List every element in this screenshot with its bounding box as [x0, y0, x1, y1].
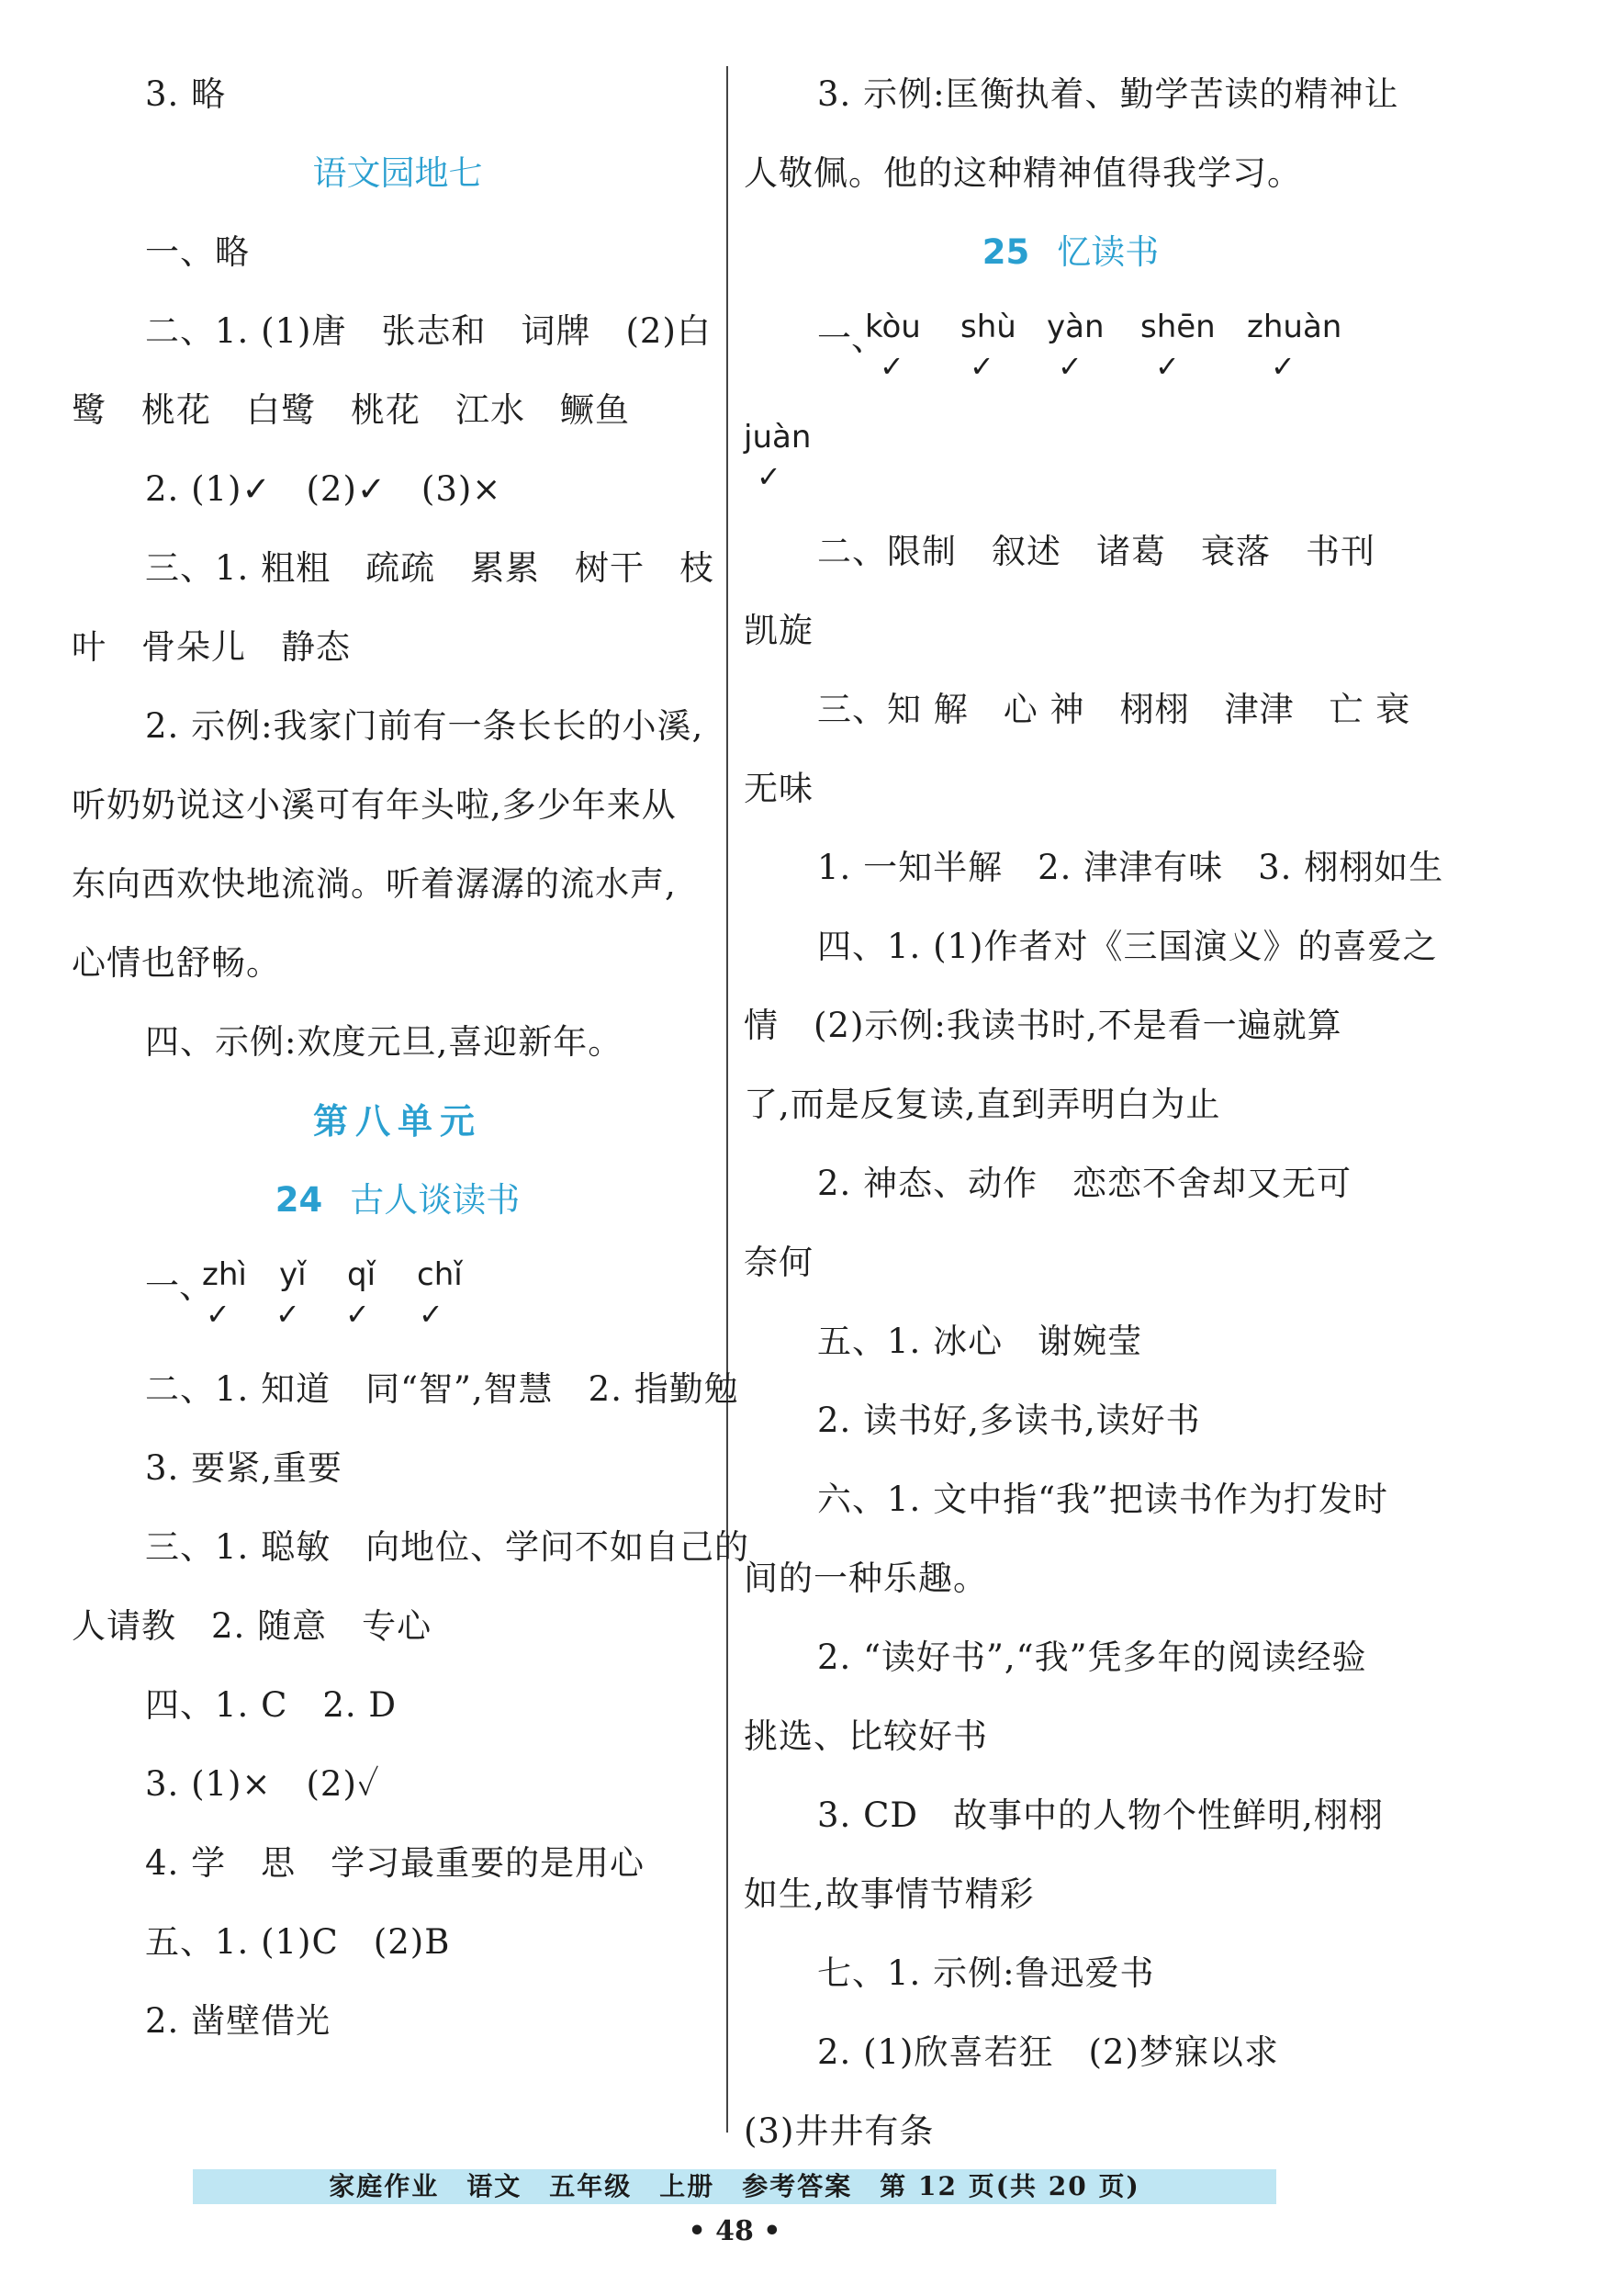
unit-heading: 第八单元 [312, 1101, 482, 1142]
answer-line: 奈何 [744, 1243, 814, 1282]
answer-line: 3. 示例:匡衡执着、勤学苦读的精神让 [817, 74, 1399, 114]
answer-line: 心情也舒畅。 [72, 943, 281, 983]
answer-line: 三、1. 粗粗 疏疏 累累 树干 枝 [145, 548, 715, 588]
check-mark-icon: ✓ [1155, 349, 1180, 384]
answer-line: 人敬佩。他的这种精神值得我学习。 [744, 153, 1302, 193]
answer-line: 间的一种乐趣。 [744, 1559, 988, 1598]
pinyin: qǐ [347, 1256, 376, 1293]
item-lead: 一、 [145, 1266, 213, 1306]
item-lead: 一、 [817, 319, 885, 358]
answer-line: 五、1. (1)C (2)B [145, 1922, 451, 1962]
lesson-number: 24 [275, 1180, 323, 1220]
answer-line: 2. 读书好,多读书,读好书 [817, 1401, 1201, 1440]
answer-line: 七、1. 示例:鲁迅爱书 [817, 1953, 1155, 1993]
answer-line: 叶 骨朵儿 静态 [72, 627, 351, 667]
pinyin: juàn [744, 419, 812, 456]
check-mark-icon: ✓ [970, 349, 994, 384]
pinyin: kòu [865, 309, 921, 345]
page-number: • 48 • [688, 2215, 781, 2247]
answer-line: 4. 学 思 学习最重要的是用心 [145, 1843, 645, 1883]
answer-line: 1. 一知半解 2. 津津有味 3. 栩栩如生 [817, 848, 1444, 887]
answer-line: 四、1. (1)作者对《三国演义》的喜爱之 [817, 927, 1438, 966]
check-mark-icon: ✓ [1271, 349, 1296, 384]
answer-line: 六、1. 文中指“我”把读书作为打发时 [817, 1480, 1388, 1519]
lesson-title: 古人谈读书 [350, 1180, 521, 1220]
answer-line: 三、1. 聪敏 向地位、学问不如自己的 [145, 1527, 750, 1567]
footer-caption: 家庭作业 语文 五年级 上册 参考答案 第 12 页(共 20 页) [329, 2171, 1140, 2201]
column-divider [726, 66, 728, 2133]
answer-line: 三、知 解 心 神 栩栩 津津 亡 衰 [817, 690, 1411, 729]
section-heading-yuwen-yuandi-7: 语文园地七 [312, 153, 483, 193]
check-mark-icon: ✓ [880, 349, 904, 384]
lesson-heading-24 [72, 1161, 724, 1240]
pinyin: zhì [202, 1256, 247, 1293]
answer-line: 一、略 [145, 232, 250, 272]
check-mark-icon: ✓ [1058, 349, 1083, 384]
answer-line: 3. (1)× (2)✓ [145, 1764, 380, 1804]
lesson-heading-25 [744, 213, 1397, 292]
answer-line: 二、限制 叙述 诸葛 衰落 书刊 [817, 532, 1375, 571]
check-mark-icon: ✓ [419, 1297, 443, 1332]
answer-line: 3. 要紧,重要 [145, 1448, 342, 1488]
answer-line: 2. (1)✓ (2)✓ (3)× [145, 469, 502, 509]
answer-line: 二、1. 知道 同“智”,智慧 2. 指勤勉 [145, 1369, 739, 1409]
lesson-title: 忆读书 [1057, 232, 1160, 272]
pinyin-row [72, 1240, 724, 1350]
pinyin-row [744, 402, 1397, 512]
check-mark-icon: ✓ [275, 1297, 300, 1332]
answer-line: 四、1. C 2. D [145, 1685, 398, 1725]
answer-line: 3. CD 故事中的人物个性鲜明,栩栩 [817, 1795, 1384, 1835]
answer-line: 2. 凿壁借光 [145, 2001, 331, 2041]
pinyin: shù [960, 309, 1016, 345]
right-column [744, 55, 1444, 2171]
pinyin: shēn [1140, 309, 1216, 345]
answer-line: 2. (1)欣喜若狂 (2)梦寐以求 [817, 2032, 1279, 2072]
answer-line: 2. “读好书”,“我”凭多年的阅读经验 [817, 1638, 1367, 1677]
left-column [72, 55, 750, 2061]
answer-line: 挑选、比较好书 [744, 1716, 988, 1756]
pinyin: yǐ [279, 1256, 307, 1293]
check-mark-icon: ✓ [757, 459, 781, 494]
answer-line: 情 (2)示例:我读书时,不是看一遍就算 [744, 1006, 1342, 1045]
pinyin: zhuàn [1247, 309, 1342, 345]
answer-line: 2. 示例:我家门前有一条长长的小溪, [145, 706, 704, 746]
answer-line: 3. 略 [145, 74, 227, 114]
answer-line: 五、1. 冰心 谢婉莹 [817, 1322, 1143, 1361]
answer-line: 无味 [744, 769, 814, 808]
answer-line: 凯旋 [744, 611, 814, 650]
answer-line: 听奶奶说这小溪可有年头啦,多少年来从 [72, 785, 677, 825]
pinyin: chǐ [417, 1256, 463, 1293]
answer-line: 人请教 2. 随意 专心 [72, 1606, 432, 1646]
pinyin-row [744, 292, 1397, 402]
pinyin: yàn [1047, 309, 1105, 345]
check-mark-icon: ✓ [206, 1297, 230, 1332]
answer-line: 二、1. (1)唐 张志和 词牌 (2)白 [145, 311, 712, 351]
answer-line: 了,而是反复读,直到弄明白为止 [744, 1085, 1221, 1124]
answer-line: 2. 神态、动作 恋恋不舍却又无可 [817, 1164, 1352, 1203]
lesson-number: 25 [982, 232, 1030, 272]
answer-line: 四、示例:欢度元旦,喜迎新年。 [145, 1022, 623, 1062]
check-mark-icon: ✓ [345, 1297, 370, 1332]
answer-line: 如生,故事情节精彩 [744, 1874, 1035, 1914]
answer-line: 鹭 桃花 白鹭 桃花 江水 鳜鱼 [72, 390, 630, 430]
answer-line: (3)井井有条 [744, 2111, 935, 2151]
answer-line: 东向西欢快地流淌。听着潺潺的流水声, [72, 864, 677, 904]
